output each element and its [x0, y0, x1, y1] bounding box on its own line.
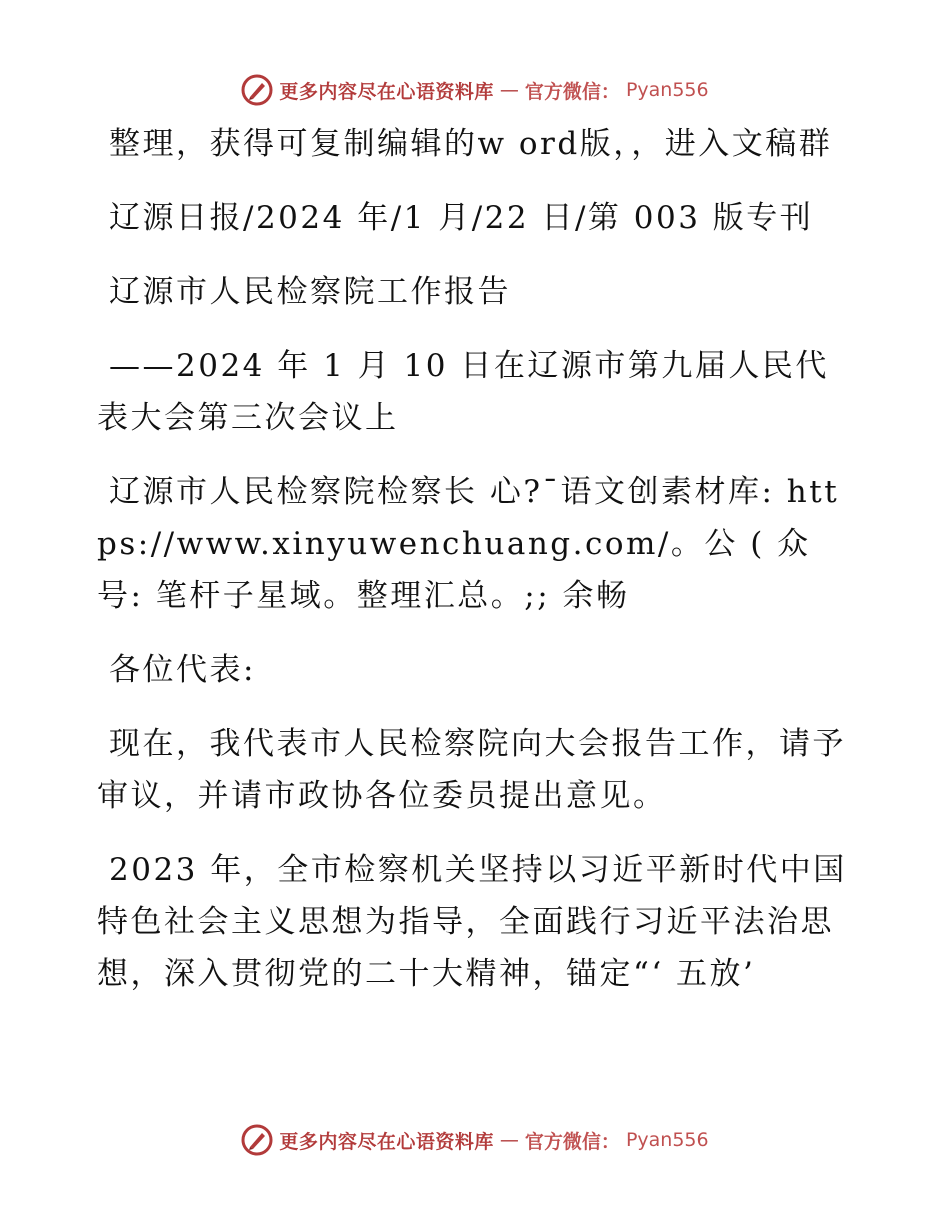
watermark-dash: —	[499, 1129, 519, 1151]
pen-logo-icon	[241, 74, 273, 106]
watermark-contact-label: 官方微信：	[524, 1130, 620, 1153]
watermark-dash: —	[499, 79, 519, 101]
paragraph: 各位代表:	[109, 652, 256, 688]
watermark-contact-id: Pyan556	[625, 79, 709, 101]
paragraph: ——2024 年 1 月 10 日在辽源市第九届人民代表大会第三次会议上	[97, 348, 829, 436]
paragraph: 辽源日报/2024 年/1 月/22 日/第 003 版专刊	[109, 200, 814, 236]
paragraph: 辽源市人民检察院工作报告	[109, 274, 511, 310]
paragraph: 整理，获得可复制编辑的w ord版，，进入文稿群	[109, 126, 833, 162]
watermark-contact-id: Pyan556	[625, 1129, 709, 1151]
paragraph: 辽源市人民检察院检察长 心?¯语文创素材库: https://www.xinyuwenchuang.com/。公 ( 众号: 笔杆子星域。整理汇总。;; 余畅	[97, 474, 840, 614]
paragraph: 2023 年，全市检察机关坚持以习近平新时代中国特色社会主义思想为指导，全面践行习近平法治思想，深入贯彻党的二十大精神，锚定“‘ 五放’	[97, 852, 847, 992]
footer-watermark	[0, 1120, 950, 1160]
watermark-text: 更多内容尽在心语资料库	[279, 1130, 494, 1153]
pen-logo-icon	[241, 1124, 273, 1156]
paragraph: 现在，我代表市人民检察院向大会报告工作，请予审议，并请市政协各位委员提出意见。	[97, 726, 846, 814]
watermark-contact-label: 官方微信：	[524, 80, 620, 103]
header-watermark	[0, 70, 950, 110]
document-body	[97, 118, 857, 1022]
watermark-text: 更多内容尽在心语资料库	[279, 80, 494, 103]
